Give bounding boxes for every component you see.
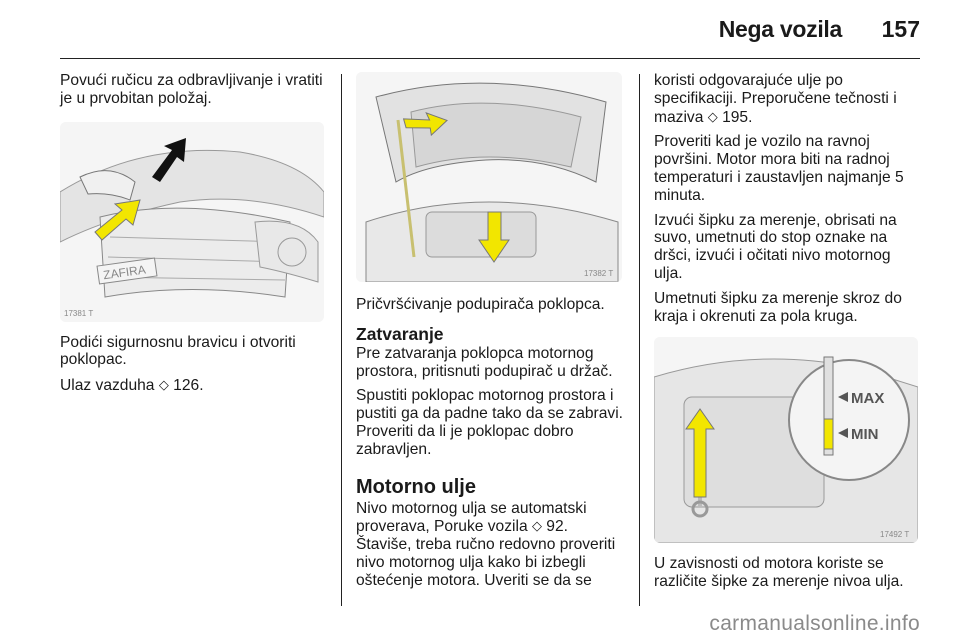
column-divider-2 bbox=[639, 74, 640, 606]
paragraph-air-intake: Ulaz vazduha ◇ 126. bbox=[60, 377, 204, 395]
paragraph-oil-spec: koristi odgovarajuće ulje po specifikaciji. Preporučene tečnosti i maziva ◇ 195. bbox=[654, 72, 897, 126]
paragraph-before-closing: Pre zatvaranja poklopca motornog prostora, pritisnuti podupirač u držač. bbox=[356, 344, 613, 380]
page-header bbox=[0, 0, 960, 60]
paragraph-oil-manual-check: Štaviše, treba ručno redovno proveriti nivo motornog ulja kako bi izbegli oštećenje motora. Uveriti se da se bbox=[356, 536, 616, 589]
figure-caption: Pričvršćivanje podupirača poklopca. bbox=[356, 296, 605, 313]
column-2 bbox=[356, 72, 628, 597]
paragraph-dipstick-variants: U zavisnosti od motora koriste se različite šipke za merenje nivoa ulja. bbox=[654, 555, 904, 591]
paragraph-release-lever: Povući ručicu za odbravljivanje i vratiti je u prvobitan položaj. bbox=[60, 72, 323, 107]
reference-arrow-icon: ◇ bbox=[158, 377, 169, 393]
figure-bonnet-release bbox=[60, 122, 324, 322]
dipstick-detail-circle bbox=[789, 360, 909, 480]
figure-code: 17492 T bbox=[880, 530, 910, 540]
column-1 bbox=[60, 72, 328, 402]
max-label: MAX bbox=[851, 390, 885, 408]
min-label: MIN bbox=[851, 426, 879, 444]
section-title: Nega vozila bbox=[718, 16, 842, 42]
paragraph-insert-dipstick: Umetnuti šipku za merenje skroz do kraja i okrenuti za pola kruga. bbox=[654, 289, 902, 325]
heading-closing: Zatvaranje bbox=[356, 323, 444, 344]
figure-code: 17382 T bbox=[584, 269, 614, 278]
zafira-badge-text: ZAFIRA bbox=[102, 262, 147, 282]
column-3 bbox=[654, 72, 922, 598]
dipstick-oil-zone bbox=[824, 419, 833, 449]
figure-dipstick bbox=[654, 337, 918, 543]
figure-code: 17381 T bbox=[64, 308, 94, 318]
watermark: carmanualsonline.info bbox=[709, 612, 920, 635]
paragraph-lower-bonnet: Spustiti poklopac motornog prostora i pustiti ga da padne tako da se zabravi. Proveriti da li je poklopac dobro zabravljen. bbox=[356, 387, 624, 458]
column-divider-1 bbox=[341, 74, 342, 606]
paragraph-safety-catch: Podići sigurnosnu bravicu i otvoriti poklopac. bbox=[60, 333, 296, 369]
reference-arrow-icon: ◇ bbox=[531, 518, 542, 534]
header-rule bbox=[60, 58, 920, 59]
paragraph-oil-auto-check: Nivo motornog ulja se automatski proverava, Poruke vozila ◇ 92. bbox=[356, 499, 587, 536]
bonnet-inner-shape bbox=[411, 103, 581, 167]
paragraph-level-surface: Proveriti kad je vozilo na ravnoj površini. Motor mora biti na radnoj temperaturi i zaustavljen najmanje 5 minuta. bbox=[654, 133, 904, 204]
engine-cover-shape bbox=[426, 212, 536, 257]
page-number: 157 bbox=[881, 16, 920, 42]
reference-arrow-icon: ◇ bbox=[707, 108, 718, 124]
paragraph-pull-dipstick: Izvući šipku za merenje, obrisati na suvo, umetnuti do stop oznake na dršci, izvući i očitati nivo motornog ulja. bbox=[654, 211, 897, 282]
figure-bonnet-stay bbox=[356, 72, 622, 282]
heading-engine-oil: Motorno ulje bbox=[356, 475, 476, 498]
